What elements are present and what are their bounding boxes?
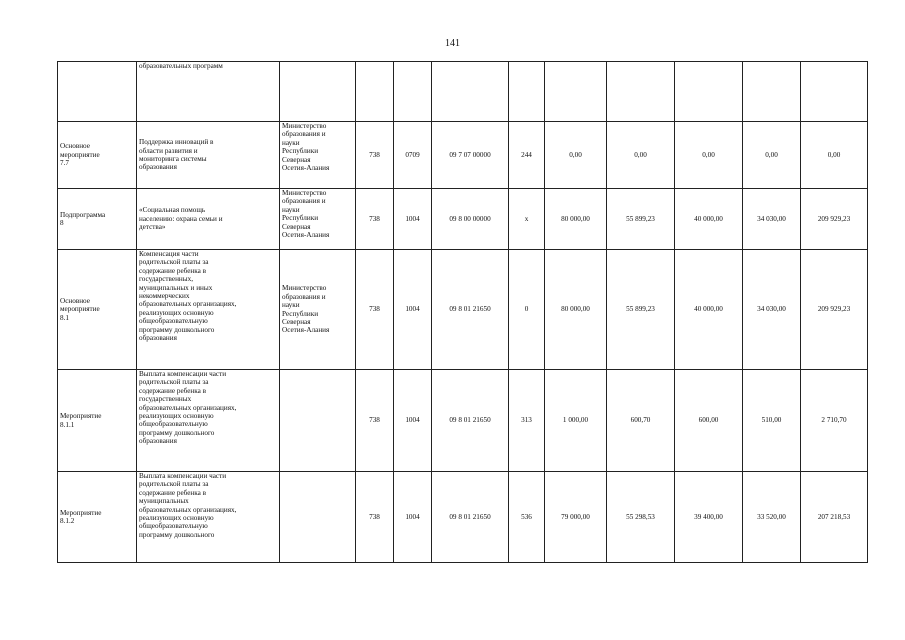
amount-total-cell: 0,00 — [801, 122, 868, 189]
amount-total-cell: 209 929,23 — [801, 250, 868, 370]
executor-line: науки — [282, 205, 300, 214]
amount-year-3-cell — [675, 62, 743, 122]
grbs-cell: 738 — [356, 122, 394, 189]
item-name-line: родительской платы за — [139, 378, 209, 387]
item-name-line: содержание ребенка в — [139, 488, 206, 497]
expense-type-cell: х — [509, 189, 545, 250]
item-name-line: программу дошкольного — [139, 530, 215, 539]
table-row — [58, 250, 868, 370]
rzpr-cell: 1004 — [394, 250, 432, 370]
amount-total-cell: 209 929,23 — [801, 189, 868, 250]
amount-year-1-cell: 80 000,00 — [545, 189, 607, 250]
amount-year-2-cell: 600,70 — [607, 370, 675, 472]
amount-year-2-cell: 55 899,23 — [607, 250, 675, 370]
item-name-line: Компенсация части — [139, 250, 199, 258]
expense-type-cell — [509, 62, 545, 122]
item-name-line: образования — [139, 334, 177, 343]
item-name-line: программу дошкольного — [139, 325, 215, 334]
executor-line: Министерство — [282, 122, 327, 130]
amount-year-4-cell: 0,00 — [743, 122, 801, 189]
executor-cell — [280, 122, 356, 189]
expense-type-cell: 536 — [509, 472, 545, 563]
item-name-cell — [137, 370, 280, 472]
table-row — [58, 472, 868, 563]
item-name-line: населению: охрана семьи и — [139, 214, 223, 223]
item-name-line: образования — [139, 163, 177, 172]
amount-year-2-cell: 55 899,23 — [607, 189, 675, 250]
item-number-line: 8.1 — [60, 313, 69, 322]
item-name-line: общеобразовательную — [139, 420, 208, 429]
executor-line: науки — [282, 138, 300, 147]
item-name-line: образовательных организациях, — [139, 505, 237, 514]
item-name-line: программу дошкольного — [139, 428, 215, 437]
amount-year-2-cell: 55 298,53 — [607, 472, 675, 563]
executor-line: науки — [282, 301, 300, 310]
item-name-line: реализующих основную — [139, 514, 214, 523]
item-name-line: реализующих основную — [139, 412, 214, 421]
item-name-line: области развития и — [139, 146, 198, 155]
item-number-cell — [58, 122, 137, 189]
rzpr-cell: 0709 — [394, 122, 432, 189]
item-name-line: государственных — [139, 395, 192, 404]
item-number-line: Мероприятие — [60, 508, 102, 517]
target-article-cell: 09 8 01 21650 — [432, 472, 509, 563]
amount-year-4-cell — [743, 62, 801, 122]
amount-year-1-cell: 79 000,00 — [545, 472, 607, 563]
item-name-line: образования — [139, 437, 177, 446]
item-number-cell — [58, 472, 137, 563]
item-number-line: 8.1.2 — [60, 517, 75, 525]
target-article-cell: 09 7 07 00000 — [432, 122, 509, 189]
item-number-line: Основное — [60, 142, 90, 151]
executor-line: Северная — [282, 155, 311, 164]
rzpr-cell: 1004 — [394, 472, 432, 563]
item-name-cell — [137, 62, 280, 122]
amount-year-4-cell: 33 520,00 — [743, 472, 801, 563]
item-number-line: Основное — [60, 296, 90, 305]
rzpr-cell — [394, 62, 432, 122]
amount-total-cell: 2 710,70 — [801, 370, 868, 472]
amount-year-2-cell — [607, 62, 675, 122]
item-name-line: некоммерческих — [139, 292, 190, 301]
item-name-line: Поддержка инноваций в — [139, 138, 214, 147]
item-name-line: «Социальная помощь — [139, 206, 206, 215]
item-number-line: Мероприятие — [60, 412, 102, 421]
item-name-line: родительской платы за — [139, 258, 209, 267]
amount-year-3-cell: 40 000,00 — [675, 250, 743, 370]
amount-year-4-cell: 510,00 — [743, 370, 801, 472]
executor-line: Осетия-Алания — [282, 326, 330, 335]
item-name-line: содержание ребенка в — [139, 266, 206, 275]
executor-line: Республики — [282, 147, 319, 156]
item-name-cell — [137, 250, 280, 370]
target-article-cell: 09 8 01 21650 — [432, 370, 509, 472]
item-number-line: 7.7 — [60, 159, 69, 168]
rzpr-cell: 1004 — [394, 189, 432, 250]
item-number-cell — [58, 189, 137, 250]
amount-year-3-cell: 0,00 — [675, 122, 743, 189]
item-number-line: мероприятие — [60, 150, 100, 159]
item-number-cell — [58, 370, 137, 472]
item-name-cell — [137, 189, 280, 250]
item-name-line: Выплата компенсации части — [139, 472, 227, 480]
amount-total-cell: 207 218,53 — [801, 472, 868, 563]
item-name-line: содержание ребенка в — [139, 386, 206, 395]
table-row — [58, 370, 868, 472]
item-number-line: Подпрограмма — [60, 210, 106, 219]
item-name-line: образовательных программ — [139, 62, 223, 70]
amount-year-3-cell: 39 400,00 — [675, 472, 743, 563]
grbs-cell: 738 — [356, 189, 394, 250]
executor-line: образования и — [282, 292, 326, 301]
executor-line: Осетия-Алания — [282, 231, 330, 240]
executor-line: Министерство — [282, 189, 327, 197]
amount-total-cell — [801, 62, 868, 122]
item-number-line: 8 — [60, 219, 64, 227]
executor-cell — [280, 189, 356, 250]
item-name-line: муниципальных — [139, 497, 189, 506]
item-name-line: муниципальных и иных — [139, 283, 213, 292]
expense-type-cell: 0 — [509, 250, 545, 370]
grbs-cell — [356, 62, 394, 122]
executor-line: образования и — [282, 197, 326, 206]
amount-year-4-cell: 34 030,00 — [743, 189, 801, 250]
rzpr-cell: 1004 — [394, 370, 432, 472]
target-article-cell: 09 8 01 21650 — [432, 250, 509, 370]
amount-year-4-cell: 34 030,00 — [743, 250, 801, 370]
executor-line: Министерство — [282, 284, 327, 293]
amount-year-3-cell: 600,00 — [675, 370, 743, 472]
executor-cell — [280, 370, 356, 472]
item-name-cell — [137, 122, 280, 189]
amount-year-3-cell: 40 000,00 — [675, 189, 743, 250]
table-row — [58, 122, 868, 189]
item-name-line: общеобразовательную — [139, 522, 208, 531]
item-name-line: государственных, — [139, 275, 194, 284]
executor-line: Республики — [282, 309, 319, 318]
executor-cell — [280, 472, 356, 563]
target-article-cell — [432, 62, 509, 122]
expense-type-cell: 313 — [509, 370, 545, 472]
item-number-line: мероприятие — [60, 305, 100, 314]
grbs-cell: 738 — [356, 472, 394, 563]
amount-year-1-cell — [545, 62, 607, 122]
item-number-cell — [58, 62, 137, 122]
target-article-cell: 09 8 00 00000 — [432, 189, 509, 250]
executor-line: Северная — [282, 222, 311, 231]
expense-type-cell: 244 — [509, 122, 545, 189]
item-name-line: реализующих основную — [139, 308, 214, 317]
amount-year-1-cell: 1 000,00 — [545, 370, 607, 472]
grbs-cell: 738 — [356, 250, 394, 370]
executor-cell — [280, 62, 356, 122]
item-name-cell — [137, 472, 280, 563]
budget-table — [57, 61, 868, 563]
item-name-line: детства» — [139, 223, 166, 232]
executor-cell — [280, 250, 356, 370]
executor-line: образования и — [282, 130, 326, 139]
executor-line: Республики — [282, 214, 319, 223]
amount-year-1-cell: 0,00 — [545, 122, 607, 189]
executor-line: Осетия-Алания — [282, 164, 330, 173]
table-row — [58, 189, 868, 250]
amount-year-2-cell: 0,00 — [607, 122, 675, 189]
grbs-cell: 738 — [356, 370, 394, 472]
amount-year-1-cell: 80 000,00 — [545, 250, 607, 370]
item-name-line: образовательных организациях, — [139, 403, 237, 412]
item-name-line: мониторинга системы — [139, 155, 207, 163]
item-name-line: Выплата компенсации части — [139, 370, 227, 378]
item-name-line: родительской платы за — [139, 480, 209, 489]
item-name-line: образовательных организациях, — [139, 300, 237, 309]
item-number-line: 8.1.1 — [60, 420, 75, 429]
executor-line: Северная — [282, 317, 311, 326]
item-number-cell — [58, 250, 137, 370]
table-row — [58, 62, 868, 122]
page-number: 141 — [445, 38, 460, 49]
item-name-line: общеобразовательную — [139, 317, 208, 326]
